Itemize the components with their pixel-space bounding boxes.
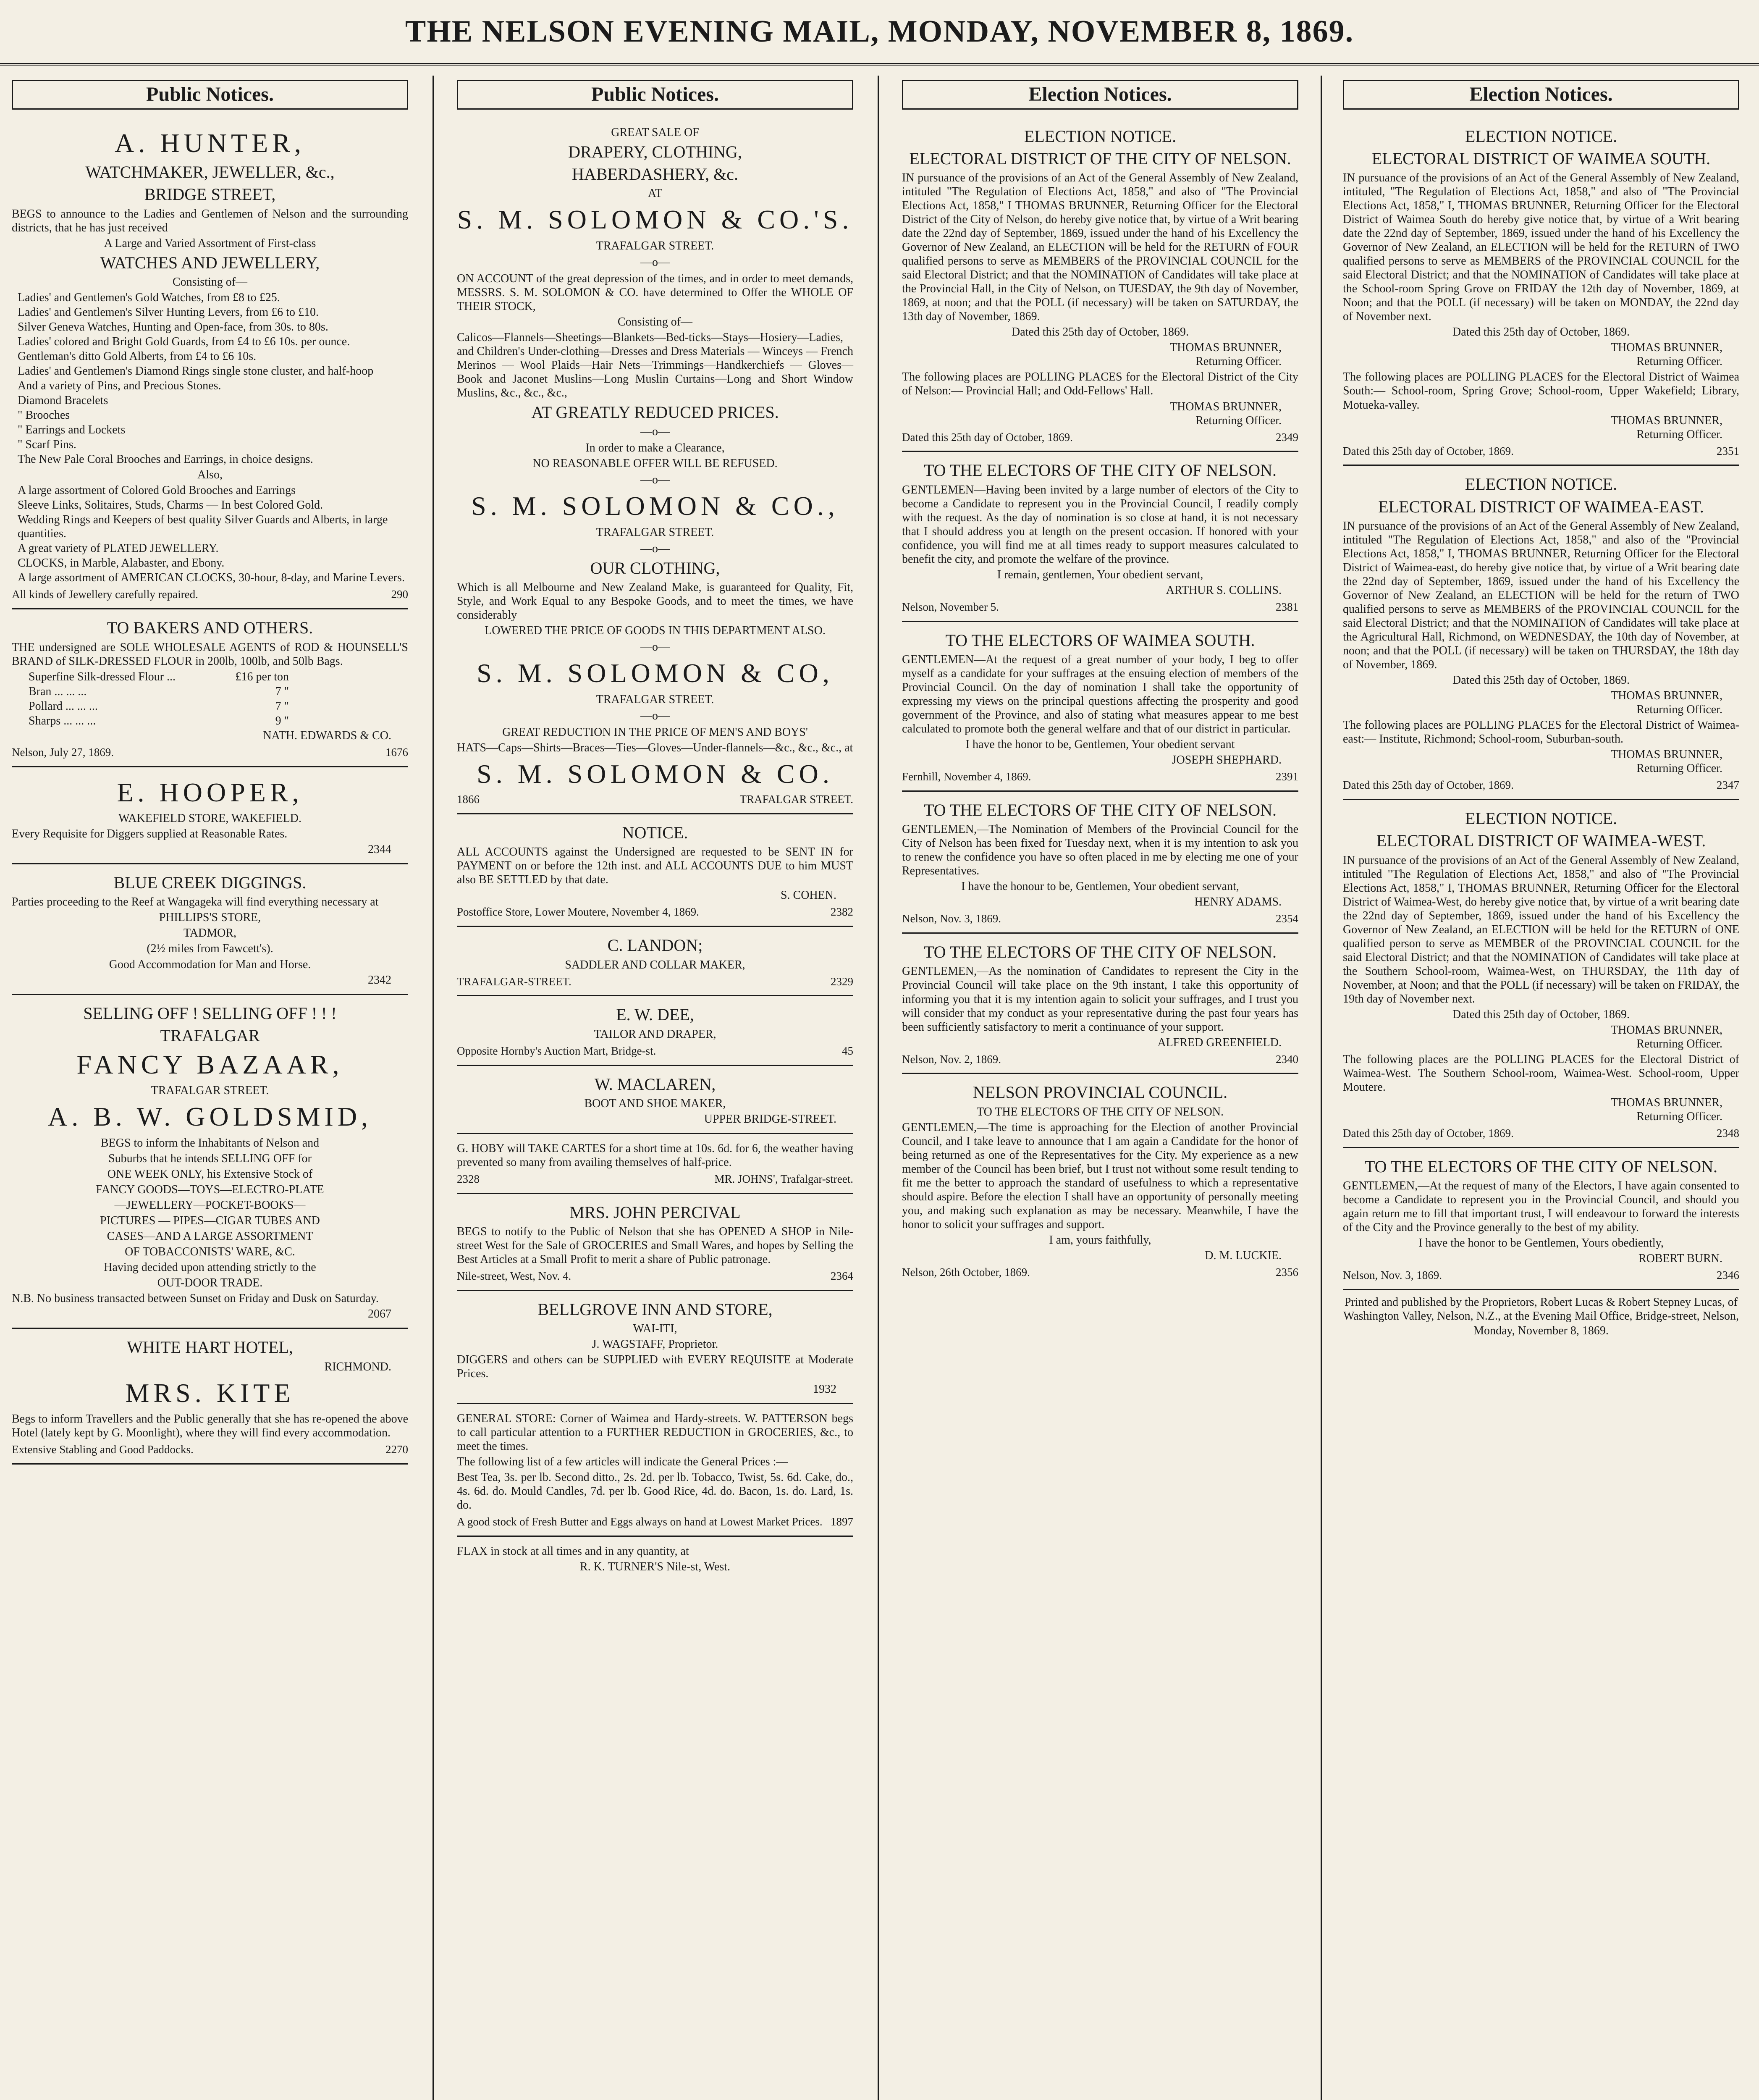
ad-number: 1676 [385,746,408,759]
ad-number: 2356 [1276,1266,1298,1279]
letter-signature: ARTHUR S. COLLINS. [1166,583,1282,597]
ad-place: Nelson, July 27, 1869. [12,746,114,759]
ad-text: Consisting of— [617,315,693,328]
notice-body: The following places are POLLING PLACES for the Electoral District of the City of Nelson:— Provincial Hall; and Odd-Fellows' Hall. [902,370,1298,398]
ad-text: Extensive Stabling and Good Paddocks. [12,1443,194,1456]
letter-close: I have the honour to be, Gentlemen, Your obedient servant, [961,880,1239,893]
list-item: CLOCKS, in Marble, Alabaster, and Ebony. [18,556,225,570]
ad-footer [12,588,408,601]
notice-title: ELECTION NOTICE. [1024,126,1177,146]
ad-hoby [457,1134,853,1194]
column-rule [433,76,434,2100]
ad-body: FLAX in stock at all times and in any quantity, at [457,1545,689,1558]
ad-title: W. MACLAREN, [594,1074,716,1094]
list-item: " Earrings and Lockets [18,423,126,437]
ad-number: 2340 [1276,1053,1298,1066]
ad-text: In order to make a Clearance, [585,441,725,455]
ad-text: Also, [197,468,223,482]
letter-footer [1343,1269,1739,1282]
column-2 [445,76,865,2100]
list-item: Ladies' and Gentlemen's Silver Hunting Levers, from £6 to £10. [18,305,319,319]
ad-text: All kinds of Jewellery carefully repaired. [12,588,198,601]
imprint-date: Monday, November 8, 1869. [1473,1324,1609,1338]
ad-address: UPPER BRIDGE-STREET. [704,1112,836,1126]
list-item: Ladies' and Gentlemen's Diamond Rings single stone cluster, and half-hoop [18,364,374,378]
list-item: " Scarf Pins. [18,438,76,452]
ad-number: 2382 [831,906,853,919]
letter-title: TO THE ELECTORS OF THE CITY OF NELSON. [923,801,1277,820]
notice-signature: THOMAS BRUNNER, [1169,400,1282,413]
ad-dee [457,996,853,1066]
divider: —o— [640,473,670,487]
ad-text: A good stock of Fresh Butter and Eggs always on hand at Lowest Market Prices. [457,1515,823,1528]
letter-title: TO THE ELECTORS OF THE CITY OF NELSON. [923,942,1277,962]
notice-signature: THOMAS BRUNNER, [1610,1024,1722,1037]
letter-place: Nelson, Nov. 3, 1869. [1343,1269,1442,1282]
ad-title: S. M. SOLOMON & CO.'S. [457,205,853,235]
ad-address: TRAFALGAR-STREET. [457,975,571,988]
list-item: And a variety of Pins, and Precious Stones. [18,379,221,393]
ad-address: TRAFALGAR STREET. [596,525,714,539]
notice-body: The following places are the POLLING PLACES for the Electoral District of Waimea-West. The Southern School-room, Waimea-West. School-room, Upper Moutere. [1343,1053,1739,1094]
ad-address: TRAFALGAR STREET. [151,1084,269,1097]
letter-subtitle: TO THE ELECTORS OF THE CITY OF NELSON. [976,1105,1224,1118]
notice-date: Dated this 25th day of October, 1869. [1012,326,1189,339]
letter-title: TO THE ELECTORS OF WAIMEA SOUTH. [945,630,1255,650]
ad-text: Good Accommodation for Man and Horse. [109,958,311,971]
ad-heading: TRAFALGAR [160,1026,260,1045]
letter-footer [902,1053,1298,1066]
ad-text: NO REASONABLE OFFER WILL BE REFUSED. [532,457,778,470]
price-item: Bran ... ... ... [29,685,87,698]
letter-body: GENTLEMEN,—The Nomination of Members of the Provincial Council for the City of Nelson has been fixed for Tuesday next, when it is my intention to ask you to renew the confidence you have so often placed in me by electing me one of your Representatives. [902,823,1298,878]
ad-blue-creek [12,864,408,995]
ad-number: 2342 [368,973,391,987]
column-header: Public Notices. [457,80,853,110]
ad-body: BEGS to notify to the Public of Nelson that she has OPENED A SHOP in Nile-street West for the Sale of GROCERIES and Small Wares, and hopes by Selling the Best Articles at a Small Profit to merit a share of Public patronage. [457,1225,853,1266]
letter-collins [902,452,1298,622]
ad-address: TRAFALGAR STREET. [596,693,714,706]
ad-title: TO BAKERS AND OTHERS. [107,618,313,638]
ad-signature: S. COHEN. [780,889,836,902]
ad-patterson [457,1404,853,1537]
price-row [29,670,289,684]
ad-number: 290 [391,588,408,601]
ad-title: WHITE HART HOTEL, [127,1338,293,1357]
ad-body: ON ACCOUNT of the great depression of the times, and in order to meet demands, MESSRS. S. M. SOLOMON & CO. have determined to Offer the WHOLE OF THEIR STOCK, [457,272,853,313]
list-item: Wedding Rings and Keepers of best quality Silver Guards and Alberts, in large quantities. [18,513,388,541]
letter-place: Nelson, Nov. 2, 1869. [902,1053,1001,1066]
letter-place: Fernhill, November 4, 1869. [902,770,1031,783]
ad-text: OUT-DOOR TRADE. [157,1276,263,1290]
letter-signature: D. M. LUCKIE. [1205,1249,1282,1262]
list-item: " Brooches [18,409,70,422]
letter-body: GENTLEMEN,—As the nomination of Candidates to represent the City in the Provincial Council will take place on the 9th instant, I take this opportunity of informing you that it is my intention again to solicit your suffrages, and I trust you will consider that my conduct as your representative during the past four years has been sufficiently satisfactory to merit a continuance of your support. [902,965,1298,1034]
ad-title: SELLING OFF ! SELLING OFF ! ! ! [83,1003,337,1023]
letter-footer [902,770,1298,784]
notice-role: Returning Officer. [1636,1110,1722,1124]
letter-place: Nelson, November 5. [902,600,999,613]
item-list [18,291,408,466]
ad-number: 2067 [368,1307,391,1321]
list-item: A great variety of PLATED JEWELLERY. [18,542,219,555]
ad-heading: OUR CLOTHING, [590,558,720,578]
ad-number: 2348 [1717,1127,1739,1140]
notice-role: Returning Officer. [1636,703,1722,717]
notice-date: Dated this 25th day of October, 1869. [1343,444,1514,457]
ad-footer [457,906,853,919]
notice-title: ELECTION NOTICE. [1465,475,1617,494]
ad-text: AT [648,187,663,200]
ad-hunter [12,118,408,610]
list-item: The New Pale Coral Brooches and Earrings, in choice designs. [18,453,313,466]
letter-place: Nelson, 26th October, 1869. [902,1266,1030,1279]
ad-fancy-bazaar [12,995,408,1329]
notice-date: Dated this 25th day of October, 1869. [1343,779,1514,792]
price-value: 7 " [275,685,289,698]
ad-text: GREAT SALE OF [611,126,699,139]
column-header: Public Notices. [12,80,408,110]
ad-text: BEGS to inform the Inhabitants of Nelson and [100,1137,320,1150]
ad-number: 1866 [457,793,480,806]
ad-body: Every Requisite for Diggers supplied at Reasonable Rates. [12,827,288,841]
notice-body: IN pursuance of the provisions of an Act of the General Assembly of New Zealand, intituled, "The Regulation of Elections Act, 1858," and also of "The Provincial Elections Act, 1858," I, THOMAS BRUNNER, Returning Officer for the Electoral District of Waimea South do hereby give notice that, by virtue of a Writ bearing date the 22nd day of September, 1869, issued under the hand of his Excellency the Governor of New Zealand, an ELECTION will be held for the RETURN of TWO qualified persons to serve as MEMBERS of the PROVINCIAL COUNCIL for the said Electoral District; and that the NOMINATION of Candidates will take place at the School-room Spring Grove on FRIDAY the 12th day of November, 1869, at Noon; and that the POLL (if necessary) will be taken on MONDAY, the 22nd day of November next. [1343,171,1739,323]
notice-footer [902,431,1298,444]
ad-text: Having decided upon attending strictly to the [104,1261,316,1274]
ad-bellgrove [457,1291,853,1404]
notice-title: ELECTION NOTICE. [1465,126,1617,146]
notice-body: IN pursuance of the provisions of an Act of the General Assembly of New Zealand, intituled "The Regulation of Elections Act, 1858," and also of "The Provincial Elections Act, 1858," I, THOMAS BRUNNER, Returning Officer for the Electoral District of Waimea-West, do hereby give notice that, by virtue of a writ bearing date the 22nd day of September, 1869, issued under the hand of his Excellency the Governor of New Zealand, an ELECTION will be held for the RETURN of ONE qualified person to serve as MEMBER of the PROVINCIAL COUNCIL for the said Electoral District; and that the NOMINATION of Candidates will take place at the Southern School-room, Waimea-West, on THURSDAY, the 11th day of November, at Noon; and that the POLL (if necessary) will be taken on FRIDAY, the 19th day of November next. [1343,853,1739,1005]
notice-signature: THOMAS BRUNNER, [1169,341,1282,354]
ad-text: Suburbs that he intends SELLING OFF for [108,1152,312,1166]
column-rule [1321,76,1322,2100]
ad-text: SADDLER AND COLLAR MAKER, [565,958,745,971]
ad-body: Begs to inform Travellers and the Public generally that she has re-opened the above Hotel (lately kept by G. Moonlight), where they will find every accommodation. [12,1412,408,1440]
notice-footer [1343,1127,1739,1140]
ad-text: WAI-ITI, [633,1322,677,1335]
ad-number: 2346 [1717,1269,1739,1282]
ad-title: BLUE CREEK DIGGINGS. [113,873,307,892]
ad-text: —JEWELLERY—POCKET-BOOKS— [114,1199,306,1212]
ad-address: RICHMOND. [324,1360,391,1373]
notice-district: ELECTORAL DISTRICT OF WAIMEA-EAST. [1378,497,1704,516]
letter-title: TO THE ELECTORS OF THE CITY OF NELSON. [923,461,1277,480]
price-value: £16 per ton [235,670,289,683]
notice-date: Dated this 25th day of October, 1869. [1452,674,1630,687]
notice-date: Dated this 25th day of October, 1869. [1452,326,1630,339]
notice-election-waimea-south [1343,118,1739,466]
ad-body: Parties proceeding to the Reef at Wangageka will find everything necessary at [12,895,379,909]
price-value: 9 " [275,714,289,727]
ad-footer [457,1173,853,1186]
notice-role: Returning Officer. [1195,355,1282,368]
ad-body: DIGGERS and others can be SUPPLIED with EVERY REQUISITE at Moderate Prices. [457,1353,853,1381]
ad-title: S. M. SOLOMON & CO., [471,491,839,521]
ad-text: A Large and Varied Assortment of First-class [104,236,316,250]
notice-signature: THOMAS BRUNNER, [1610,748,1722,761]
notice-election-waimea-west [1343,800,1739,1148]
letter-body: GENTLEMEN—At the request of a great number of your body, I beg to offer myself as a candidate for your suffrages at the ensuing election of members of the Provincial Council. On the day of nomination I shall take the opportunity of expressing my views on the principal questions affecting the prosperity and good government of the Province, and also of stating what measures appear to me best calculated to promote both the general welfare and that of our district in particular. [902,653,1298,736]
price-row [29,714,289,728]
ad-heading: AT GREATLY REDUCED PRICES. [531,402,779,422]
ad-heading: FANCY BAZAAR, [76,1049,343,1079]
notice-date: Dated this 25th day of October, 1869. [1452,1008,1630,1021]
ad-number: 2364 [831,1269,853,1282]
ad-text: BOOT AND SHOE MAKER, [584,1097,726,1110]
ad-title: NOTICE. [622,823,688,843]
divider: —o— [640,709,670,722]
letter-signature: HENRY ADAMS. [1194,895,1282,909]
notice-date: Dated this 25th day of October, 1869. [902,430,1073,444]
notice-footer [1343,779,1739,792]
ad-text: FANCY GOODS—TOYS—ELECTRO-PLATE [96,1183,324,1197]
ad-footer [12,1443,408,1457]
letter-footer [902,1266,1298,1279]
ad-signature: NATH. EDWARDS & CO. [263,729,391,742]
notice-date: Dated this 25th day of October, 1869. [1343,1127,1514,1140]
ad-maclaren [457,1066,853,1134]
item-list [18,483,408,585]
ad-number: 2270 [385,1443,408,1456]
ad-address: WAKEFIELD STORE, WAKEFIELD. [118,812,302,825]
letter-close: I am, yours faithfully, [1049,1233,1151,1247]
ad-number: 1897 [831,1515,853,1528]
ad-text: TADMOR, [183,927,237,940]
ad-subtitle: WATCHMAKER, JEWELLER, &c., [85,163,335,182]
notice-footer [1343,445,1739,458]
ad-number: 45 [842,1044,853,1057]
ad-title: E. W. DEE, [616,1005,694,1024]
letter-body: GENTLEMEN—Having been invited by a large number of electors of the City to become a Candidate to represent you in the Provincial Council, I readily comply with the request. As the day of nomination is so close at hand, it is not necessary that I should address you at length on the present occasion. If honored with your confidence, you will find me at all times ready to support measures calculated to benefit the city, and promote the welfare of the province. [902,483,1298,566]
notice-body: The following places are POLLING PLACES for the Electoral District of Waimea South:— School-room, Spring Grove; School-room, Upper Wakefield; Library, Motueka-valley. [1343,370,1739,412]
ad-text: OF TOBACCONISTS' WARE, &C. [125,1245,295,1259]
column-1 [0,76,420,2100]
letter-signature: ROBERT BURN. [1638,1252,1722,1265]
list-item: Silver Geneva Watches, Hunting and Open-face, from 30s. to 80s. [18,320,328,333]
notice-signature: THOMAS BRUNNER, [1610,341,1722,354]
letter-title: TO THE ELECTORS OF THE CITY OF NELSON. [1364,1157,1718,1176]
ad-footer [457,1270,853,1283]
ad-white-hart [12,1329,408,1465]
letter-adams [902,792,1298,934]
list-item: Gentleman's ditto Gold Alberts, from £4 to £6 10s. [18,349,257,363]
ad-number: 2351 [1717,444,1739,457]
letter-footer [902,912,1298,926]
list-item: A large assortment of Colored Gold Brooches and Earrings [18,484,296,497]
ad-text: ONE WEEK ONLY, his Extensive Stock of [107,1168,313,1181]
ad-address: BRIDGE STREET, [144,185,276,204]
price-item: Sharps ... ... ... [29,714,96,727]
ad-title: BELLGROVE INN AND STORE, [537,1299,773,1319]
ad-number: 2391 [1276,770,1298,783]
ad-number: 2329 [831,975,853,988]
column-rule [878,76,879,2100]
ad-heading: HABERDASHERY, &c. [572,164,738,184]
ad-turner [457,1537,853,1582]
price-value: 7 " [275,699,289,713]
list-item: A large assortment of AMERICAN CLOCKS, 30-hour, 8-day, and Marine Levers. [18,571,405,585]
notice-district: ELECTORAL DISTRICT OF THE CITY OF NELSON. [909,149,1291,168]
notice-body: The following places are POLLING PLACES for the Electoral District of Waimea-east:— Institute, Richmond; School-room, Suburban-south. [1343,719,1739,746]
ad-title: S. M. SOLOMON & CO, [477,658,834,688]
letter-close: I remain, gentlemen, Your obedient servant, [997,568,1203,581]
ad-address: TRAFALGAR STREET. [739,793,853,806]
ad-text: LOWERED THE PRICE OF GOODS IN THIS DEPARTMENT ALSO. [485,624,826,638]
price-row [29,699,289,713]
divider: —o— [640,640,670,654]
divider: —o— [640,425,670,438]
notice-role: Returning Officer. [1636,1037,1722,1051]
ad-title: C. LANDON; [607,936,703,955]
ad-body: ALL ACCOUNTS against the Undersigned are requested to be SENT IN for PAYMENT on or before the 12th inst. and ALL ACCOUNTS DUE to him MUST also BE SETTLED by that date. [457,845,853,887]
ad-text: PHILLIPS'S STORE, [159,911,261,924]
letter-title: NELSON PROVINCIAL COUNCIL. [973,1083,1228,1102]
ad-heading: A. B. W. GOLDSMID, [47,1102,372,1132]
notice-body: IN pursuance of the provisions of an Act of the General Assembly of New Zealand, intituled "The Regulation of Elections Act, 1858," and also of "The Provincial Elections Act, 1858," I THOMAS BRUNNER, Returning Officer for the Electoral District of the City of Nelson, do hereby give notice that, by virtue of a Writ bearing date the 22nd day of September, 1869, issued under the hand of his Excellency the Governor of New Zealand, an ELECTION will be held for the RETURN of FOUR qualified persons to serve as MEMBERS of the PROVINCIAL COUNCIL for the said Electoral District; and that the NOMINATION of Candidates will take place at the Provincial Hall, in the City of Nelson, on TUESDAY, the 9th day of November, 1869, at noon; and that the POLL (if necessary) will be taken on SATURDAY, the 13th day of November, 1869. [902,171,1298,323]
ad-footer [457,793,853,806]
ad-text: PICTURES — PIPES—CIGAR TUBES AND [100,1214,320,1228]
ad-body: The following list of a few articles will indicate the General Prices :— [457,1455,788,1469]
ad-title: E. HOOPER, [117,777,303,807]
ad-text: (2½ miles from Fawcett's). [147,942,273,956]
letter-signature: JOSEPH SHEPHARD. [1172,753,1282,767]
ad-footer [457,1515,853,1529]
notice-district: ELECTORAL DISTRICT OF WAIMEA-WEST. [1376,831,1706,850]
ad-title: A. HUNTER, [115,128,305,158]
ad-text: TAILOR AND DRAPER, [594,1027,716,1041]
letter-close: I have the honor to be Gentlemen, Yours obediently, [1418,1236,1664,1250]
ad-body: Best Tea, 3s. per lb. Second ditto., 2s. 2d. per lb. Tobacco, Twist, 5s. 6d. Cake, do., 4s. 6d. do. Mould Candles, 7d. per lb. Good Rice, 4d. do. Bacon, 1s. do. Lard, 1s. do. [457,1471,853,1512]
ad-heading: MRS. KITE [125,1378,295,1408]
ad-signature: R. K. TURNER'S Nile-st, West. [580,1560,730,1574]
ad-hooper [12,767,408,865]
letter-footer [902,601,1298,614]
notice-election-nelson [902,118,1298,452]
ad-text: CASES—AND A LARGE ASSORTMENT [107,1230,313,1243]
notice-role: Returning Officer. [1195,414,1282,427]
notice-title: ELECTION NOTICE. [1465,809,1617,828]
ad-footer [457,1045,853,1058]
ad-number: 2381 [1276,600,1298,613]
ad-percival [457,1194,853,1291]
column-header: Election Notices. [1343,80,1739,110]
column-header: Election Notices. [902,80,1298,110]
ad-number: 2328 [457,1172,480,1185]
ad-address: TRAFALGAR STREET. [596,239,714,252]
ad-number: 2349 [1276,430,1298,444]
ad-number: 1932 [813,1383,836,1396]
ad-body: GENERAL STORE: Corner of Waimea and Hardy-streets. W. PATTERSON begs to call particular attention to a FURTHER REDUCTION in GROCERIES, &c., to meet the times. [457,1412,853,1453]
ad-solomon [457,118,853,815]
ad-title: S. M. SOLOMON & CO. [477,759,834,789]
ad-bakers [12,609,408,767]
notice-signature: THOMAS BRUNNER, [1610,414,1722,427]
letter-luckie [902,1074,1298,1286]
list-item: Ladies' colored and Bright Gold Guards, from £4 to £6 10s. per ounce. [18,335,350,348]
letter-body: GENTLEMEN,—The time is approaching for the Election of another Provincial Council, and I take leave to announce that I am again a Candidate for the honor of being returned as one of the Representatives for the City. My experience as a new member of the Council has been brief, but I trust not without some result tending to fit me the better to approach the standard of usefulness to which a representative should aspire. Before the election I shall have an opportunity of personally meeting you, and making such explanation as may be necessary. Meanwhile, I have the honor to solicit your suffrages and support. [902,1121,1298,1231]
ad-body: HATS—Caps—Shirts—Braces—Ties—Gloves—Under-flannels—&c., &c., &c., at [457,741,853,754]
price-row [29,685,289,698]
price-item: Pollard ... ... ... [29,699,98,713]
list-item: Diamond Bracelets [18,394,108,407]
letter-shephard [902,622,1298,792]
ad-footer [457,975,853,989]
letter-close: I have the honor to be, Gentlemen, Your obedient servant [965,738,1235,751]
price-item: Superfine Silk-dressed Flour ... [29,670,176,683]
column-3 [890,76,1310,2100]
ad-body: Which is all Melbourne and New Zealand Make, is guaranteed for Quality, Fit, Style, and Work Equal to any Bespoke Goods, and to meet the times, we have considerably [457,581,853,622]
list-item: Ladies' and Gentlemen's Gold Watches, from £8 to £25. [18,291,280,304]
ad-number: 2344 [368,843,391,856]
ad-cohen [457,814,853,927]
ad-address: MR. JOHNS', Trafalgar-street. [714,1172,853,1185]
notice-district: ELECTORAL DISTRICT OF WAIMEA SOUTH. [1371,149,1711,168]
ad-number: 2354 [1276,912,1298,925]
ad-body: Calicos—Flannels—Sheetings—Blankets—Bed-ticks—Stays—Hosiery—Ladies, and Children's Under-clothing—Dresses and Dress Materials — Winceys — French Merinos — Wool Plaids—Hair Nets—Trimmings—Handkerchiefs — Gloves—Book and Jaconet Muslins—Long Muslin Curtains—Long and Short Window Muslins, &c., &c., &c., [457,331,853,399]
notice-body: IN pursuance of the provisions of an Act of the General Assembly of New Zealand, intituled "The Regulation of Elections Act, 1858," and also of the "Provincial Elections Act, 1858," I, THOMAS BRUNNER, Returning Officer for the Electoral District of Waimea-east, do hereby give notice that, by virtue of a Writ bearing date the 22nd day of September, 1869, issued under the hand of his Excellency the Governor of New Zealand, an ELECTION will be held for the return of TWO qualified persons to serve as MEMBERS of the PROVINCIAL COUNCIL for the said Electoral District; and that the NOMINATION of Candidates will take place at the Agricultural Hall, Richmond, on WEDNESDAY, the 10th day of November, at noon; and that the POLL (if necessary) will be taken on THURSDAY, the 18th day of November, 1869. [1343,519,1739,672]
notice-role: Returning Officer. [1636,762,1722,775]
masthead: THE NELSON EVENING MAIL, MONDAY, NOVEMBER 8, 1869. [0,0,1759,66]
ad-heading: WATCHES AND JEWELLERY, [100,253,320,272]
divider: —o— [640,542,670,555]
ad-place: Postoffice Store, Lower Moutere, November 4, 1869. [457,906,699,919]
ad-heading: DRAPERY, CLOTHING, [568,142,742,161]
ad-text: Consisting of— [172,275,248,289]
ad-footer [12,746,408,759]
ad-title: MRS. JOHN PERCIVAL [569,1202,741,1222]
letter-burn [1343,1148,1739,1290]
letter-place: Nelson, Nov. 3, 1869. [902,912,1001,925]
notice-signature: THOMAS BRUNNER, [1610,1096,1722,1110]
ad-body: G. HOBY will TAKE CARTES for a short time at 10s. 6d. for 6, the weather having prevented so many from availing themselves of half-price. [457,1142,853,1169]
letter-signature: ALFRED GREENFIELD. [1157,1036,1282,1049]
ad-text: J. WAGSTAFF, Proprietor. [592,1338,718,1351]
ad-landon [457,927,853,996]
ad-body: THE undersigned are SOLE WHOLESALE AGENTS of ROD & HOUNSELL'S BRAND of SILK-DRESSED FLOUR in 200lb, 100lb, and 50lb Bags. [12,640,408,668]
ad-text: GREAT REDUCTION IN THE PRICE OF MEN'S AND BOYS' [502,725,808,739]
letter-greenfield [902,934,1298,1074]
ad-place: Nile-street, West, Nov. 4. [457,1269,571,1282]
ad-address: Opposite Hornby's Auction Mart, Bridge-st. [457,1044,656,1057]
divider: —o— [640,255,670,269]
ad-body: BEGS to announce to the Ladies and Gentlemen of Nelson and the surrounding districts, that he has just received [12,207,408,234]
column-4 [1331,76,1751,2100]
notice-role: Returning Officer. [1636,428,1722,441]
imprint-text: Printed and published by the Proprietors, Robert Lucas & Robert Stepney Lucas, of Washington Valley, Nelson, N.Z., at the Evening Mail Office, Bridge-street, Nelson, [1343,1296,1739,1323]
notice-election-waimea-east [1343,466,1739,800]
list-item: Sleeve Links, Solitaires, Studs, Charms — In best Colored Gold. [18,499,323,512]
letter-body: GENTLEMEN,—At the request of many of the Electors, I have again consented to become a Candidate to represent you in the Provincial Council, and should you again return me to fill that important trust, I will endeavour to forward the interests of the City and the Province generally to the best of my ability. [1343,1179,1739,1234]
ad-number: 2347 [1717,779,1739,792]
printer-imprint [1343,1290,1739,1338]
notice-signature: THOMAS BRUNNER, [1610,689,1722,703]
ad-body: N.B. No business transacted between Sunset on Friday and Dusk on Saturday. [12,1292,379,1305]
notice-role: Returning Officer. [1636,355,1722,368]
